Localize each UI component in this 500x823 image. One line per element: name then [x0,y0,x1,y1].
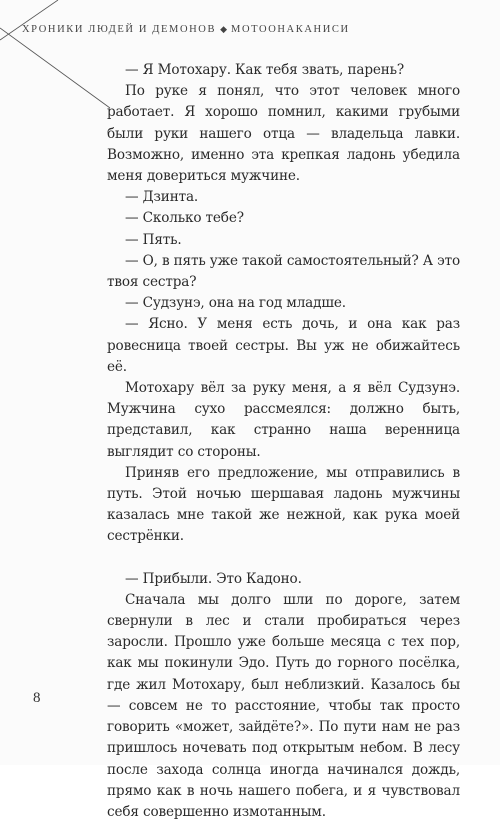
paragraph: — Судзунэ, она на год младше. [125,295,346,312]
paragraph: — Я Мотохару. Как тебя звать, парень? [125,62,405,78]
paragraph: — Пять. [125,231,182,248]
paragraph: Мотохару вёл за руку меня, а я вёл Судзунэ. Мужчина сухо рассмеялся: должно быть, представил, как странно наша веренница выглядит со стороны. [107,380,460,460]
paragraph: Приняв его предложение, мы отправились в путь. Этой ночью шершавая ладонь мужчины казалась мне такой же нежной, как рука моей сестрёнки. [107,464,460,545]
body-text [107,60,460,823]
diamond-separator-icon: ◆ [220,24,228,34]
paragraph: Сначала мы долго шли по дороге, затем свернули в лес и стали пробираться через заросли. Прошло уже больше месяца с тех пор, как мы покинули Эдо. Путь до горного посёлка, где жил Мотохару, был неблизкий. Казалось бы — совсем не то расстояние, чтобы так просто говорить «может, зайдёте?». По пути нам не раз пришлось ночевать под открытым небом. В лесу после захода солнца иногда начинался дождь, прямо как в ночь нашего побега, и я чувствовал себя совершенно измотанным. [107,591,460,820]
book-series-title: ХРОНИКИ ЛЮДЕЙ И ДЕМОНОВ [22,24,217,35]
page-number: 8 [33,690,41,706]
paragraph: — Прибыли. Это Кадоно. [125,570,302,587]
paragraph: — Сколько тебе? [125,210,244,227]
running-header [22,24,482,40]
author-name: МОТООНАКАНИСИ [231,24,350,35]
paragraph: По руке я понял, что этот человек много работает. Я хорошо помнил, какими грубыми были руки нашего отца — владельца лавки. Возможно, именно эта крепкая ладонь убедила меня довериться мужчине. [107,83,460,185]
paragraph: — О, в пять уже такой самостоятельный? А это твоя сестра? [107,252,460,291]
paragraph: — Ясно. У меня есть дочь, и она как раз ровесница твоей сестры. Вы уж не обижайтесь её. [107,316,460,375]
paragraph: — Дзинта. [125,189,199,206]
